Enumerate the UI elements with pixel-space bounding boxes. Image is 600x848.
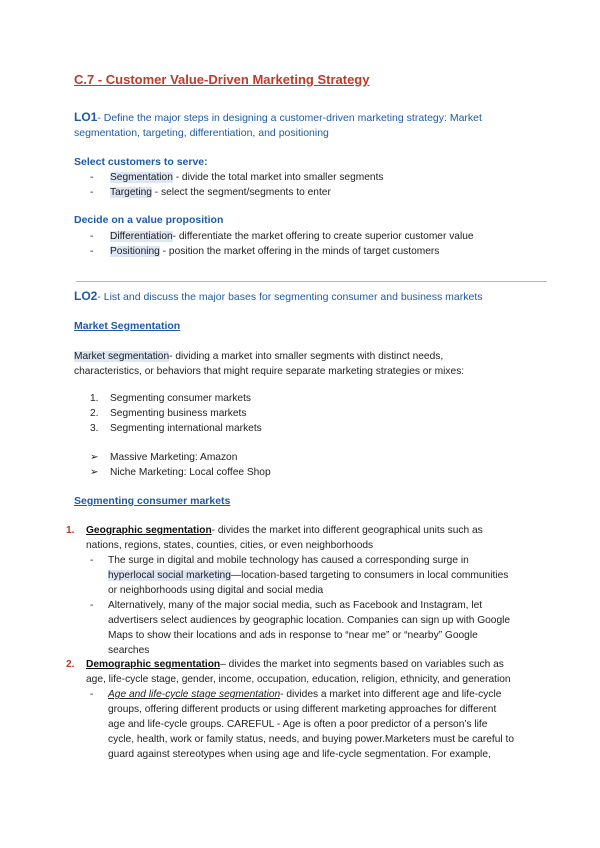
horizontal-divider <box>76 281 547 282</box>
list-item: 3. Segmenting international markets <box>90 423 262 434</box>
lo1-text: - Define the major steps in designing a customer-driven marketing strategy: Market <box>97 112 482 124</box>
lo1-label: LO1 <box>74 110 98 124</box>
lo1-text-2: segmentation, targeting, differentiation, and positioning <box>74 127 329 139</box>
arrow-bullet-icon: ➢ <box>90 467 99 478</box>
select-item: - Targeting - select the segment/segments to enter <box>90 187 331 198</box>
lo2-block <box>74 289 483 305</box>
market-seg-definition: Market segmentation- dividing a market into smaller segments with distinct needs, characteristics, or behaviors that might require separate marketing strategies or mixes: <box>74 351 465 377</box>
segmentation-term: Segmentation <box>110 172 173 183</box>
geo-sub-1: - The surge in digital and mobile technology has caused a corresponding surge in hyperlocal social marketing—location-based targeting to consumers in local communities or neighborhoods using digital and social media <box>90 555 509 596</box>
positioning-term: Positioning <box>110 246 160 257</box>
list-item: ➢ Massive Marketing: Amazon <box>90 452 238 463</box>
arrow-list <box>90 450 271 480</box>
list-item: 1. Segmenting consumer markets <box>90 393 251 404</box>
lo2-label: LO2 <box>74 289 98 303</box>
decide-item: - Positioning - position the market offering in the minds of target customers <box>90 246 440 257</box>
demo-sub-1: - Age and life-cycle stage segmentation- divides a market into different age and life-cycle groups, offering different products or using different marketing approaches for different age and life-cycle groups. CAREFUL - Age is often a poor predictor of a person’s life cycle, health, work or family status, needs, and buying power.Marketers must be careful to guard against stereotypes when using age and life-cycle segmentation. For example, <box>90 689 514 760</box>
list-item: 2. Segmenting business markets <box>90 408 247 419</box>
decide-item: - Differentiation- differentiate the market offering to create superior customer value <box>90 231 474 242</box>
list-item: ➢ Niche Marketing: Local coffee Shop <box>90 467 271 478</box>
age-lifecycle-term: Age and life-cycle stage segmentation <box>108 689 281 700</box>
page-title: C.7 - Customer Value-Driven Marketing Strategy <box>74 72 370 87</box>
ordered-list <box>90 391 262 436</box>
arrow-bullet-icon: ➢ <box>90 452 99 463</box>
select-item: - Segmentation - divide the total market into smaller segments <box>90 172 384 183</box>
consumer-markets-heading: Segmenting consumer markets <box>74 495 231 507</box>
differentiation-term: Differentiation <box>110 231 173 242</box>
lo1-block <box>74 110 544 141</box>
targeting-term: Targeting <box>110 187 152 198</box>
market-seg-term: Market segmentation <box>74 351 170 362</box>
decide-heading: Decide on a value proposition <box>74 214 224 226</box>
lo2-text: - List and discuss the major bases for segmenting consumer and business markets <box>97 291 483 303</box>
select-heading: Select customers to serve: <box>74 156 208 168</box>
demographic-item: 2. Demographic segmentation– divides the market into segments based on variables such as age, life-cycle stage, gender, income, occupation, education, religion, ethnicity, and generation <box>66 659 511 685</box>
market-segmentation-heading: Market Segmentation <box>74 320 181 332</box>
demographic-term: Demographic segmentation <box>86 659 221 670</box>
geo-sub-2: - Alternatively, many of the major social media, such as Facebook and Instagram, let advertisers select audiences by geographic location. Companies can sign up with Google Maps to show their locations and ads in response to “near me” or “nearby” Google searches <box>90 600 511 656</box>
hyperlocal-term: hyperlocal social marketing <box>108 570 231 581</box>
geographic-item: 1. Geographic segmentation- divides the market into different geographical units such as nations, regions, states, counties, cities, or even neighborhoods <box>66 525 483 551</box>
geographic-term: Geographic segmentation <box>86 525 212 536</box>
